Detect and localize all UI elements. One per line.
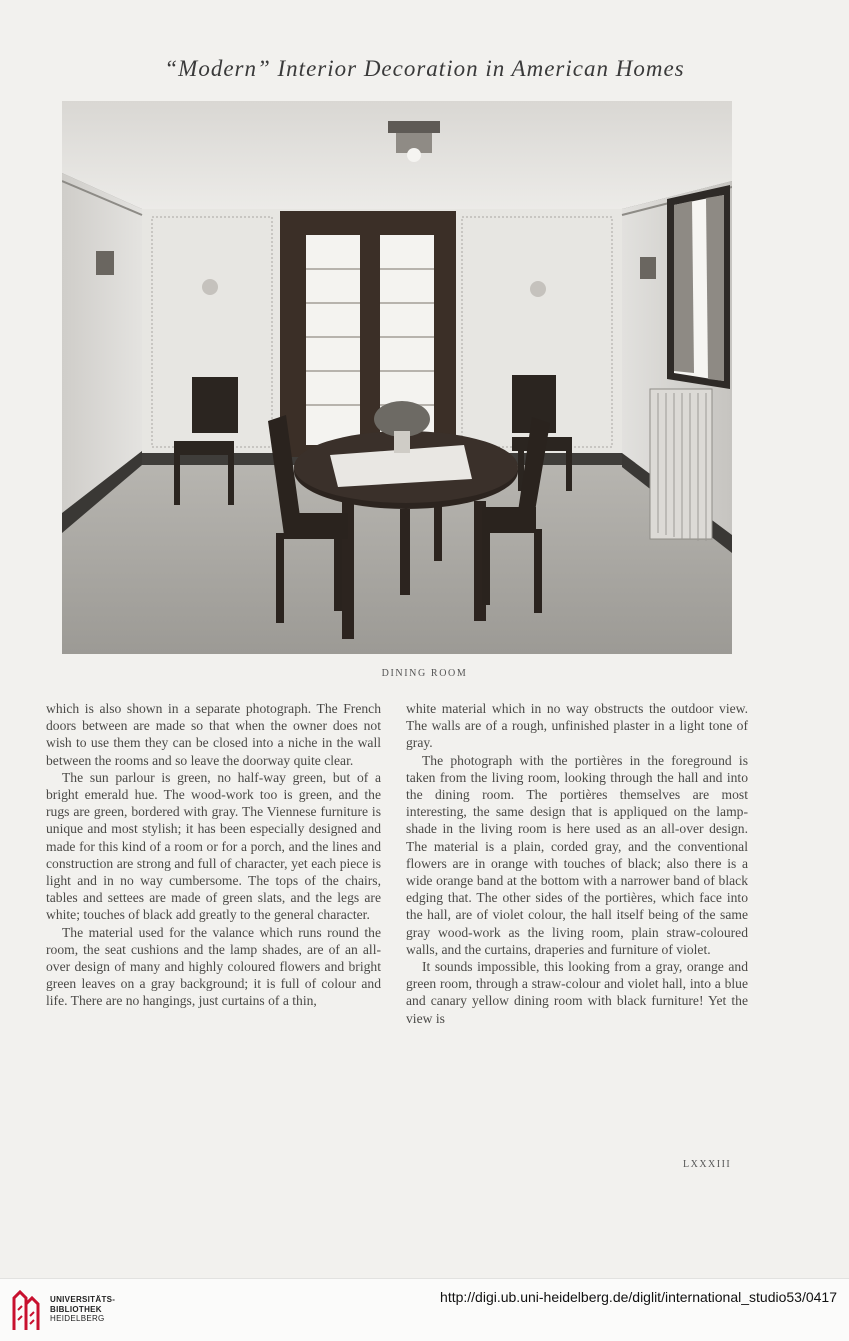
library-name [50,1295,115,1324]
paragraph: The photograph with the portières in the foreground is taken from the living room, looking through the hall and into the dining room. The portières themselves are most interesting, the same design that is appliqued on the lamp-shade in the living room is here used as an all-over design. The material is a plain, corded gray, and the conventional flowers are in orange with touches of black; also there is a wide orange band at the bottom with a narrower band of black edging that. The other sides of the portières, which face into the hall, are of violet colour, the hall itself being of the same gray wood-work as the living room, plain straw-coloured walls, and the curtains, draperies and furniture of violet. [406,752,748,957]
library-line: UNIVERSITÄTS- [50,1295,116,1304]
left-text-column [46,700,381,1010]
library-line: HEIDELBERG [50,1314,105,1323]
dining-room-image [62,101,732,654]
figure-caption: DINING ROOM [381,668,468,679]
paragraph: The material used for the valance which runs round the room, the seat cushions and the lamp shades, are of an all-over design of many and highly coloured flowers and bright green leaves on a gray background; it is full of colour and life. There are no hangings, just curtains of a thin, [46,924,381,1009]
dining-room-photograph [62,101,732,654]
source-url-link[interactable]: http://digi.ub.uni-heidelberg.de/diglit/international_studio53/0417 [440,1289,837,1305]
footer-bar [0,1278,849,1341]
paragraph: The sun parlour is green, no half-way green, but of a bright emerald hue. The wood-work too is green, and the rugs are green, bordered with gray. The Viennese furniture is unique and most stylish; it has been especially designed and made for this kind of a room or for a porch, and the lines and construction are strong and full of character, yet each piece is light and in no way cumbersome. The tops of the chairs, tables and settees are made of green slats, and the legs are white; touches of black add greatly to the general character. [46,769,381,923]
running-title: “Modern” Interior Decoration in American Homes [164,56,685,81]
university-library-logo-icon [10,1290,40,1332]
paragraph: which is also shown in a separate photograph. The French doors between are made so that when the owner does not wish to use them they can be closed into a niche in the wall between the rooms and so leave the doorway quite clear. [46,701,381,768]
right-text-column [406,700,748,1027]
page-number: LXXXIII [683,1159,732,1170]
paragraph: white material which in no way obstructs the outdoor view. The walls are of a rough, unfinished plaster in a light tone of gray. [406,701,748,751]
library-line: BIBLIOTHEK [50,1304,102,1314]
paragraph: It sounds impossible, this looking from a gray, orange and green room, through a straw-colour and violet hall, into a blue and canary yellow dining room with black furniture! Yet the view is [406,959,748,1026]
